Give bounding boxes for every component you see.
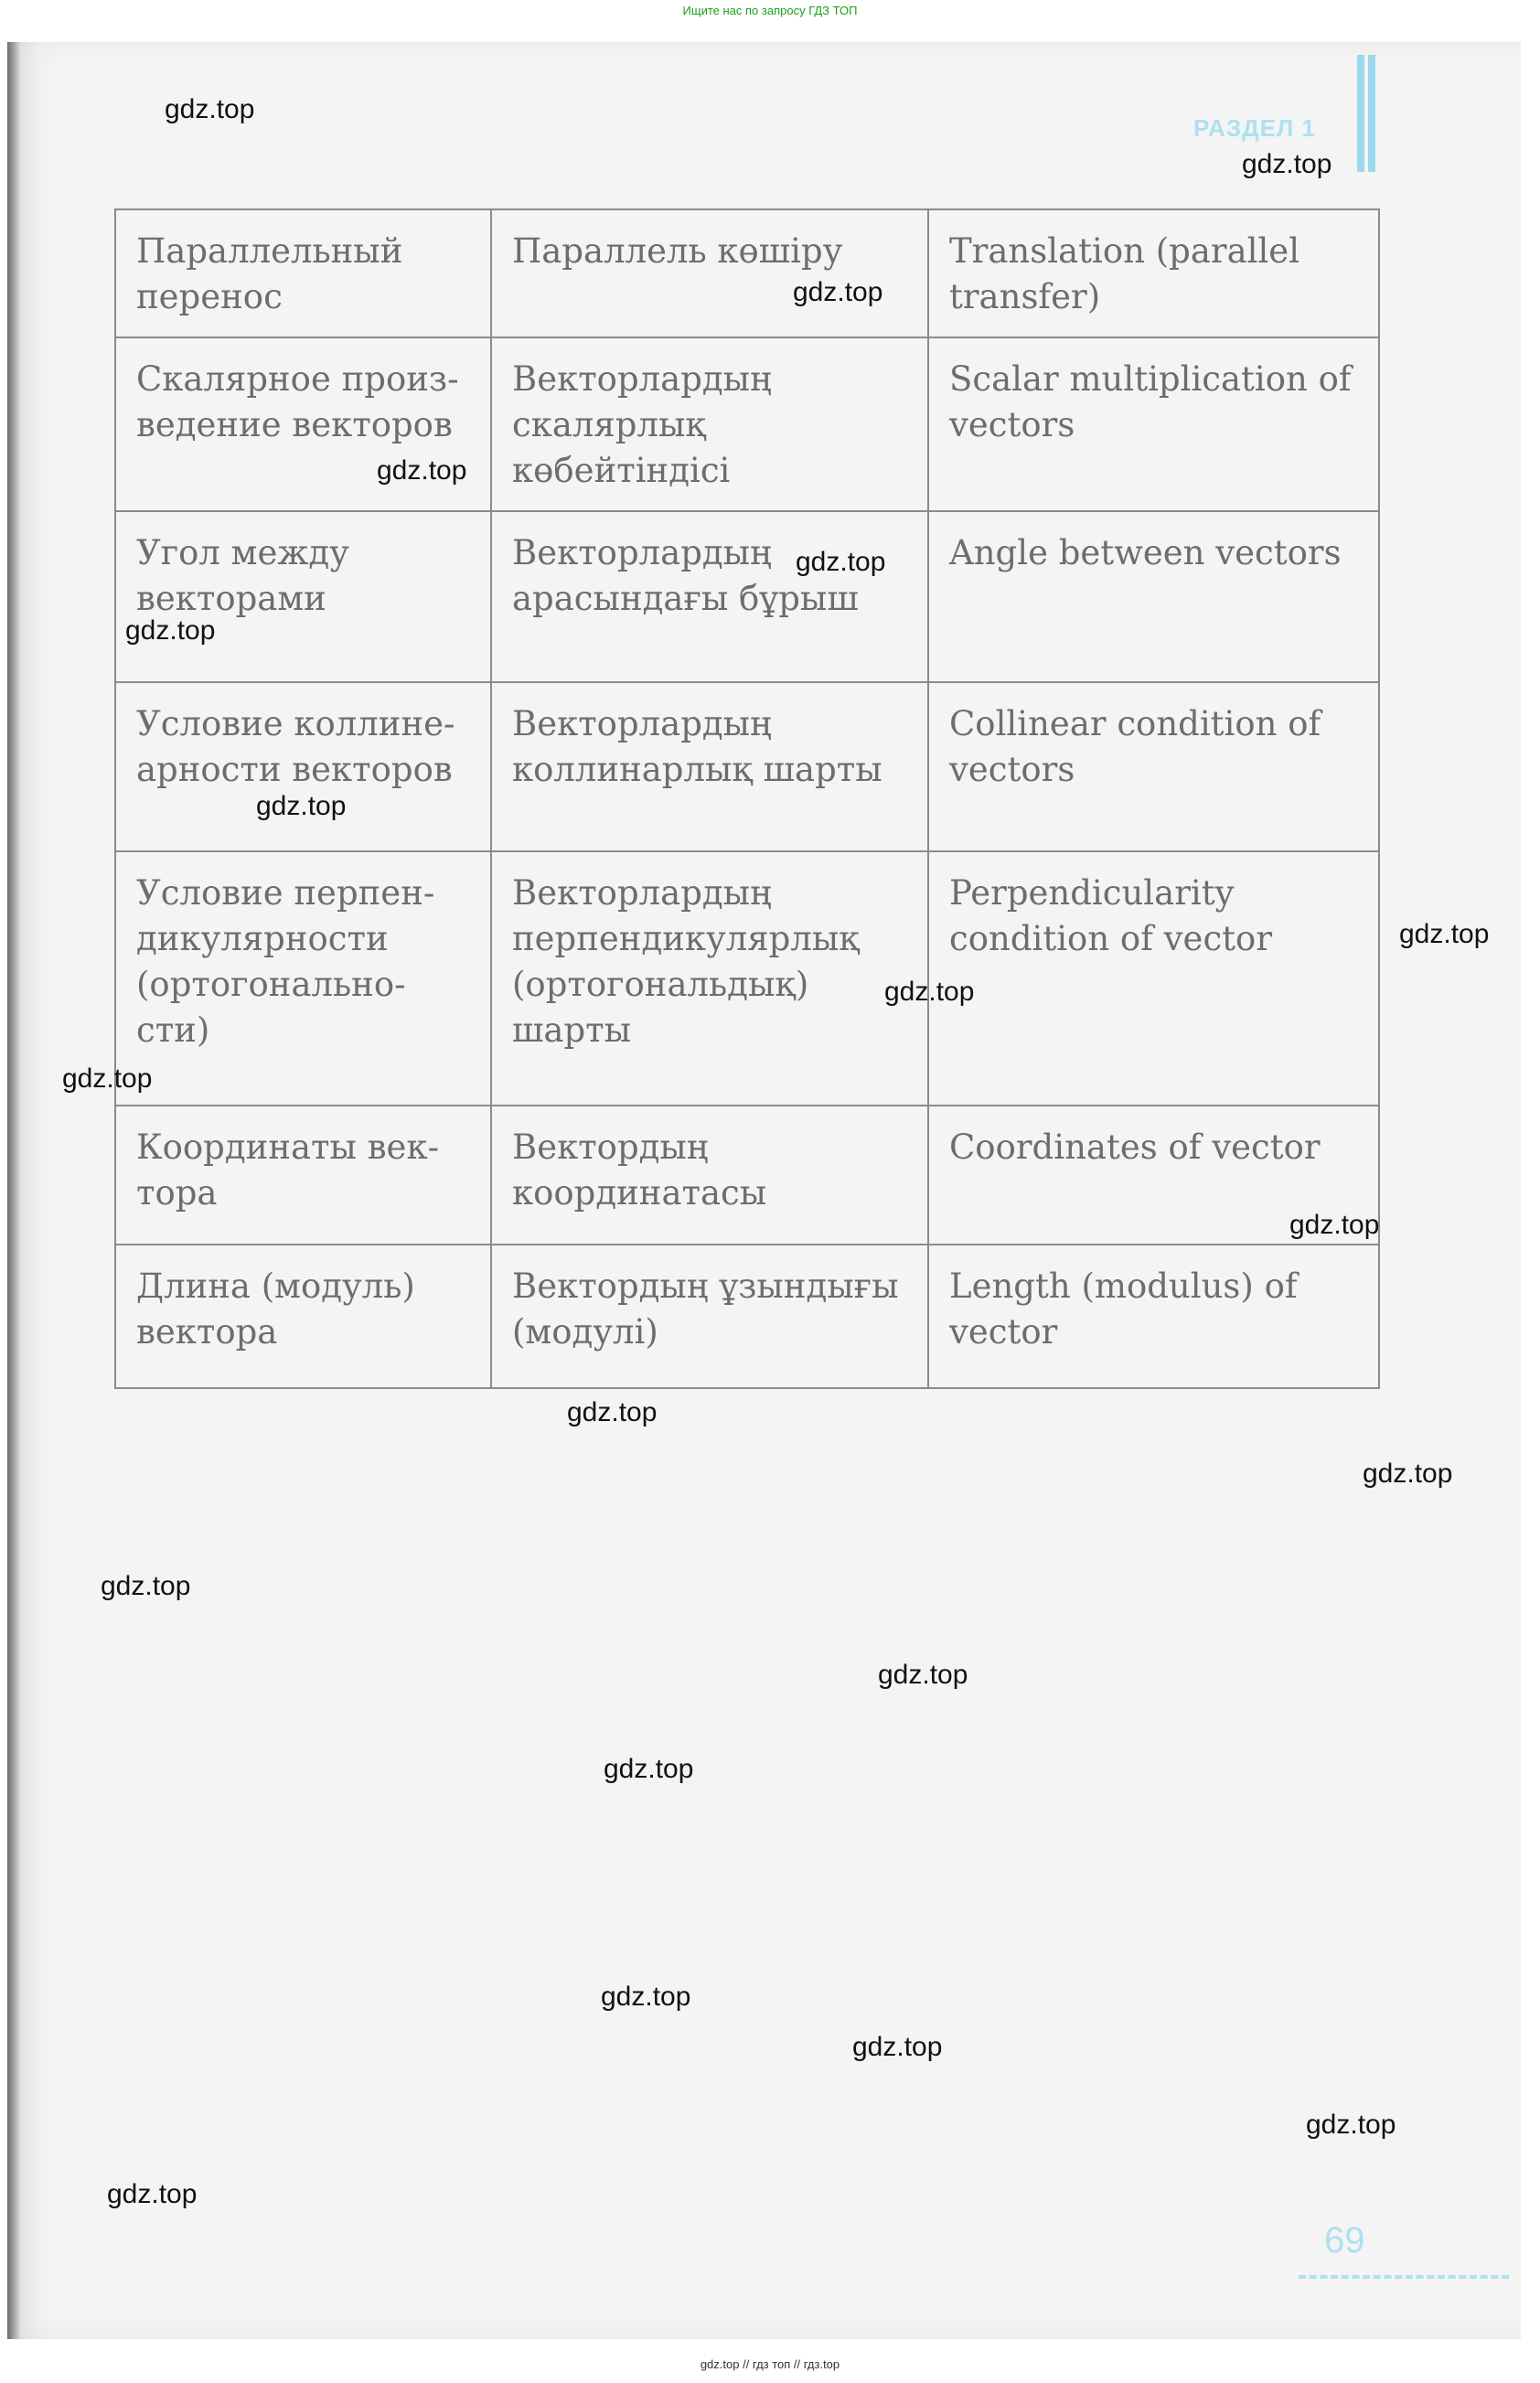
watermark: gdz.top [165, 94, 255, 124]
term-russian: Угол между векторами [115, 511, 491, 682]
term-english: Angle between vectors [928, 511, 1379, 682]
page-number: 69 [1324, 2220, 1365, 2260]
watermark: gdz.top [604, 1754, 694, 1784]
watermark: gdz.top [1306, 2110, 1396, 2140]
section-bar-left [1357, 55, 1364, 172]
watermark: gdz.top [852, 2032, 943, 2062]
page-spine-shadow [7, 42, 20, 2339]
term-english: Translation (parallel transfer) [928, 209, 1379, 337]
footer-links[interactable]: gdz.top // гдз топ // гдз.top [700, 2357, 840, 2371]
term-english: Scalar multiplication of vectors [928, 337, 1379, 511]
watermark: gdz.top [796, 547, 886, 577]
watermark: gdz.top [878, 1660, 968, 1690]
watermark: gdz.top [101, 1571, 191, 1601]
watermark: gdz.top [567, 1397, 658, 1427]
term-russian: Условие коллине-арности векторов [115, 682, 491, 851]
term-kazakh: Векторлардың перпендикулярлық (ортогональдық) шарты [491, 851, 928, 1106]
watermark: gdz.top [793, 277, 883, 307]
term-kazakh: Вектордың координатасы [491, 1106, 928, 1245]
term-kazakh: Векторлардың арасындағы бұрыш [491, 511, 928, 682]
watermark: gdz.top [377, 455, 467, 486]
watermark: gdz.top [62, 1063, 153, 1094]
table-row [115, 337, 1379, 511]
watermark: gdz.top [256, 791, 347, 821]
watermark: gdz.top [1399, 919, 1490, 949]
table-row [115, 1245, 1379, 1388]
term-kazakh: Вектордың ұзындығы (модулі) [491, 1245, 928, 1388]
watermark: gdz.top [884, 977, 975, 1007]
term-english: Perpendicularity condition of vector [928, 851, 1379, 1106]
term-kazakh: Параллель көшіру [491, 209, 928, 337]
term-kazakh: Векторлардың скалярлық көбейтіндісі [491, 337, 928, 511]
table-row [115, 682, 1379, 851]
term-kazakh: Векторлардың коллинарлық шарты [491, 682, 928, 851]
table-row [115, 851, 1379, 1106]
table-row [115, 209, 1379, 337]
term-english: Length (modulus) of vector [928, 1245, 1379, 1388]
term-english: Collinear condition of vectors [928, 682, 1379, 851]
section-bar-right [1368, 55, 1375, 172]
watermark: gdz.top [1242, 149, 1332, 179]
table-row [115, 1106, 1379, 1245]
section-label: РАЗДЕЛ 1 [1193, 114, 1316, 142]
term-russian: Координаты век-тора [115, 1106, 491, 1245]
watermark: gdz.top [125, 615, 216, 646]
header-link[interactable]: Ищите нас по запросу ГДЗ ТОП [682, 4, 858, 17]
watermark: gdz.top [107, 2179, 198, 2209]
term-english: Coordinates of vector [928, 1106, 1379, 1245]
page-number-dashes [1299, 2275, 1509, 2279]
term-russian: Скалярное произ-ведение векторов [115, 337, 491, 511]
watermark: gdz.top [1363, 1459, 1453, 1489]
watermark: gdz.top [601, 1982, 691, 2012]
watermark: gdz.top [1289, 1210, 1380, 1240]
term-russian: Параллельный перенос [115, 209, 491, 337]
table-row [115, 511, 1379, 682]
term-russian: Длина (модуль) вектора [115, 1245, 491, 1388]
term-russian: Условие перпен-дикулярности (ортогонально-сти) [115, 851, 491, 1106]
